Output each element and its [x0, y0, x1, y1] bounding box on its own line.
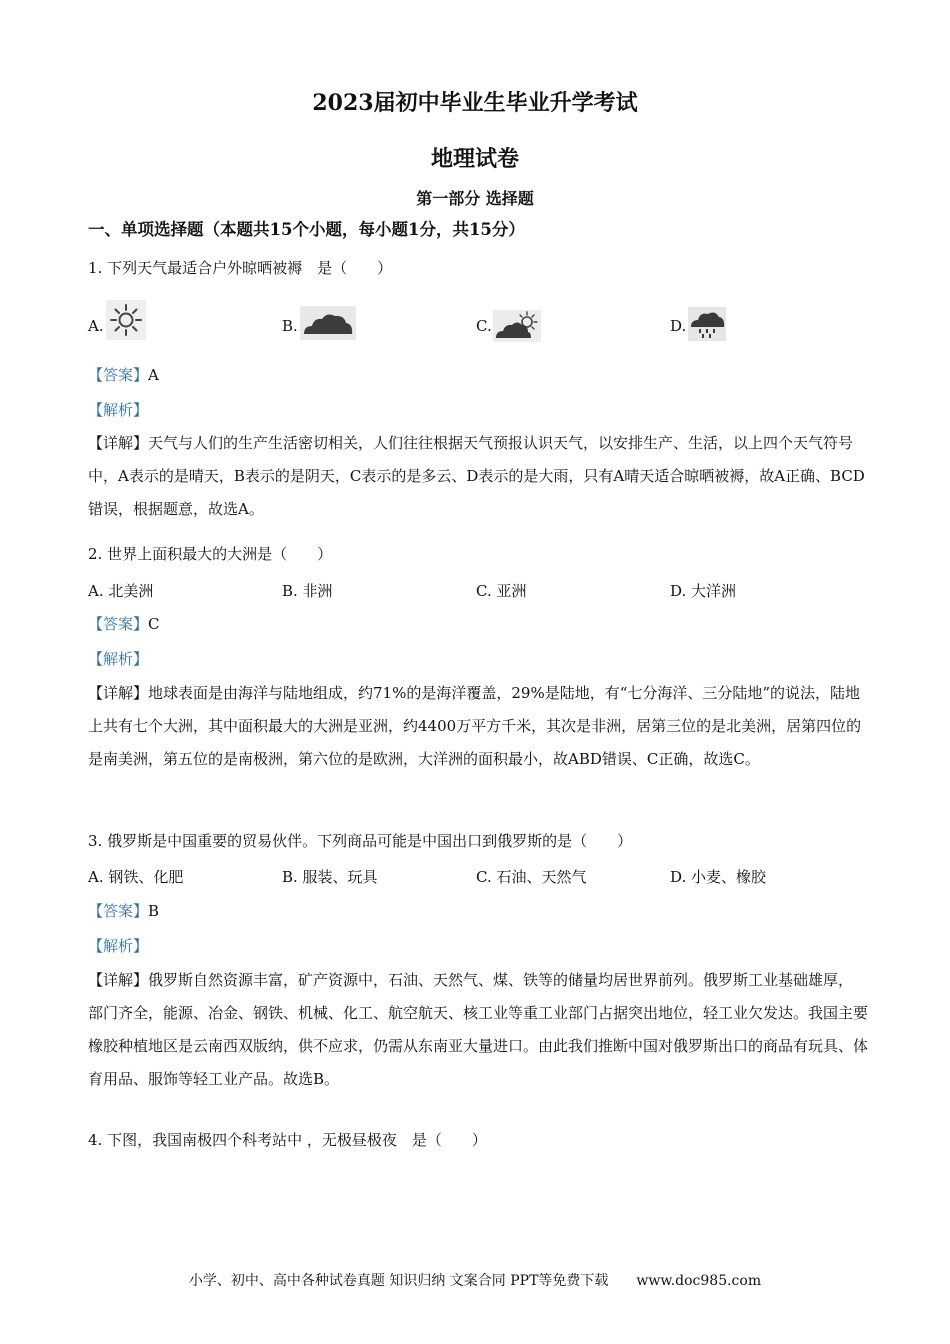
q1-option-c-label: C. — [476, 317, 492, 335]
q2-answer — [88, 614, 160, 634]
q1-answer — [88, 365, 159, 385]
q3-option-b: B. 服装、玩具 — [282, 868, 378, 886]
q2-option-a: A. 北美洲 — [88, 582, 154, 600]
page-footer: 小学、初中、高中各种试卷真题 知识归纳 文案合同 PPT等免费下载 www.doc985.com — [188, 1273, 762, 1289]
sun-icon — [106, 300, 146, 340]
detail-text: 俄罗斯自然资源丰富，矿产资源中，石油、天然气、煤、铁等的储量均居世界前列。俄罗斯工业基础雄厚，部门齐全，能源、冶金、钢铁、机械、化工、航空航天、核工业等重工业部门占据突出地位，轻工业欠发达。我国主要橡胶种植地区是云南西双版纳，供不应求，仍需从东南亚大量进口。由此我们推断中国对俄罗斯出口的商品有玩具、体育用品、服饰等轻工业产品。故选B。 — [88, 971, 869, 1088]
detail-tag: 【详解】 — [88, 684, 149, 702]
q3-option-d: D. 小麦、橡胶 — [670, 868, 767, 886]
q2-stem: 2. 世界上面积最大的大洲是（ ） — [88, 545, 333, 563]
exam-title: 2023届初中毕业生毕业升学考试 — [312, 90, 638, 116]
q2-analysis-tag: 【解析】 — [88, 650, 149, 668]
q3-answer — [88, 901, 159, 921]
answer-tag: 【答案】 — [88, 615, 149, 633]
detail-tag: 【详解】 — [88, 971, 149, 989]
q2-option-b: B. 非洲 — [282, 582, 333, 600]
q1-option-d-label: D. — [670, 317, 687, 335]
detail-tag: 【详解】 — [88, 434, 149, 452]
q2-option-c: C. 亚洲 — [476, 582, 527, 600]
q1-option-a-label: A. — [88, 317, 104, 335]
rain-icon — [688, 307, 726, 341]
part-heading: 第一部分 选择题 — [416, 189, 534, 208]
answer-tag: 【答案】 — [88, 902, 149, 920]
cloud-icon — [300, 306, 356, 340]
q3-option-c: C. 石油、天然气 — [476, 868, 587, 886]
detail-text: 天气与人们的生产生活密切相关，人们往往根据天气预报认识天气，以安排生产、生活，以上四个天气符号中，A表示的是晴天，B表示的是阴天，C表示的是多云、D表示的是大雨，只有A晴天适合晾晒被褥，故A正确、BCD错误，根据题意，故选A。 — [88, 434, 865, 518]
q3-analysis-tag: 【解析】 — [88, 937, 149, 955]
q3-option-a: A. 钢铁、化肥 — [88, 868, 184, 886]
exam-subtitle: 地理试卷 — [430, 146, 519, 172]
q1-detail — [88, 427, 868, 526]
q1-analysis-tag: 【解析】 — [88, 401, 149, 419]
detail-text: 地球表面是由海洋与陆地组成，约71%的是海洋覆盖，29%是陆地，有“七分海洋、三分陆地”的说法，陆地上共有七个大洲，其中面积最大的大洲是亚洲，约4400万平方千米，其次是非洲，居第三位的是北美洲，居第四位的是南美洲，第五位的是南极洲，第六位的是欧洲，大洋洲的面积最小，故ABD错误、C正确，故选C。 — [88, 684, 862, 768]
q1-option-b-label: B. — [282, 317, 298, 335]
section-heading: 一、单项选择题（本题共15个小题，每小题1分，共15分） — [88, 220, 525, 239]
answer-value: A — [148, 366, 159, 384]
partly-cloudy-icon — [493, 310, 541, 342]
q4-stem: 4. 下图，我国南极四个科考站中 ，无极昼极夜 是（ ） — [88, 1131, 487, 1149]
q2-option-d: D. 大洋洲 — [670, 582, 737, 600]
answer-tag: 【答案】 — [88, 366, 149, 384]
q1-stem: 1. 下列天气最适合户外晾晒被褥 是（ ） — [88, 259, 393, 277]
q3-stem: 3. 俄罗斯是中国重要的贸易伙伴。下列商品可能是中国出口到俄罗斯的是（ ） — [88, 832, 633, 850]
answer-value: C — [148, 615, 160, 633]
answer-value: B — [148, 902, 160, 920]
q2-detail — [88, 677, 868, 776]
q3-detail — [88, 964, 868, 1096]
